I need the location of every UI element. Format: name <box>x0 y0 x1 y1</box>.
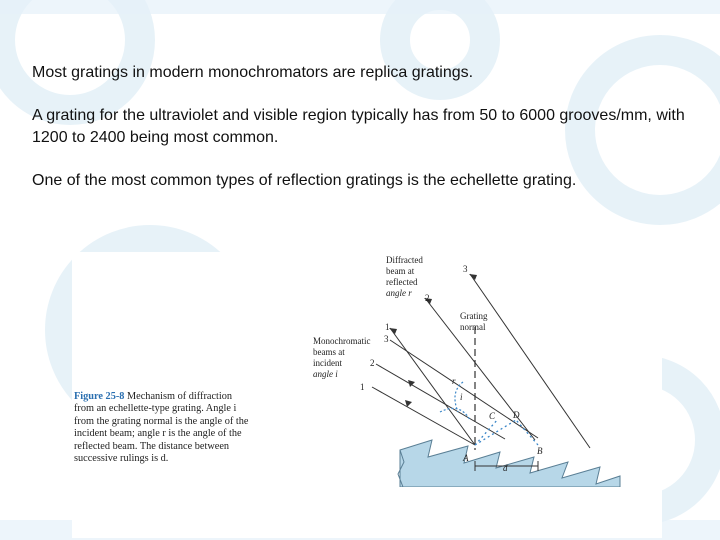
figure-caption-text: Mechanism of diffraction from an echellette-type grating. Angle i from the grating normal is the angle of the incident beam; angle r is the angle of the reflected beam. The distance between successive rulings is d. <box>74 391 249 465</box>
label-monochromatic: angle i <box>313 369 338 379</box>
label-monochromatic: Monochromatic <box>313 336 371 346</box>
grating-surface <box>400 440 620 487</box>
paragraph-echellette: One of the most common types of reflection gratings is the echellette grating. <box>32 172 577 189</box>
label-diffracted: reflected <box>386 277 418 287</box>
dotted-line-ad <box>475 420 516 445</box>
label-beam-in-2: 2 <box>370 358 375 368</box>
label-point-a: A <box>463 453 469 463</box>
dotted-line-bd <box>516 420 538 445</box>
label-spacing-d: d <box>503 463 508 473</box>
label-beam-out-1: 1 <box>385 322 390 332</box>
label-beam-in-1: 1 <box>360 382 365 392</box>
label-diffracted: Diffracted <box>386 255 423 265</box>
paragraph-replica-gratings: Most gratings in modern monochromators are replica gratings. <box>32 64 474 81</box>
label-monochromatic: beams at <box>313 347 345 357</box>
label-grating-normal: Grating <box>460 311 488 321</box>
label-diffracted: angle r <box>386 288 412 298</box>
incident-beam-3 <box>390 340 538 438</box>
label-point-c: C <box>489 411 496 421</box>
paragraph-groove-density: A grating for the ultraviolet and visible region typically has from 50 to 6000 grooves/mm, with 1200 to 2400 being most common. <box>32 107 685 146</box>
label-point-d: D <box>513 410 520 420</box>
label-monochromatic: incident <box>313 358 342 368</box>
label-point-b: B <box>537 446 543 456</box>
diffracted-beam-3 <box>470 274 590 448</box>
arrow-head <box>389 328 397 334</box>
label-beam-out-3: 3 <box>463 264 468 274</box>
label-angle-i: i <box>460 392 463 402</box>
dotted-line-ac <box>475 419 498 445</box>
figure-label: Figure 25-8 <box>74 391 125 402</box>
slide-text <box>32 62 692 213</box>
echellette-grating-diagram <box>300 252 662 487</box>
label-diffracted: beam at <box>386 266 415 276</box>
label-grating-normal: normal <box>460 322 486 332</box>
figure-caption <box>74 391 254 465</box>
label-angle-r: r <box>452 376 456 386</box>
label-beam-in-3: 3 <box>384 334 389 344</box>
incident-beam-2 <box>376 364 505 439</box>
label-beam-out-2: 2 <box>425 293 430 303</box>
